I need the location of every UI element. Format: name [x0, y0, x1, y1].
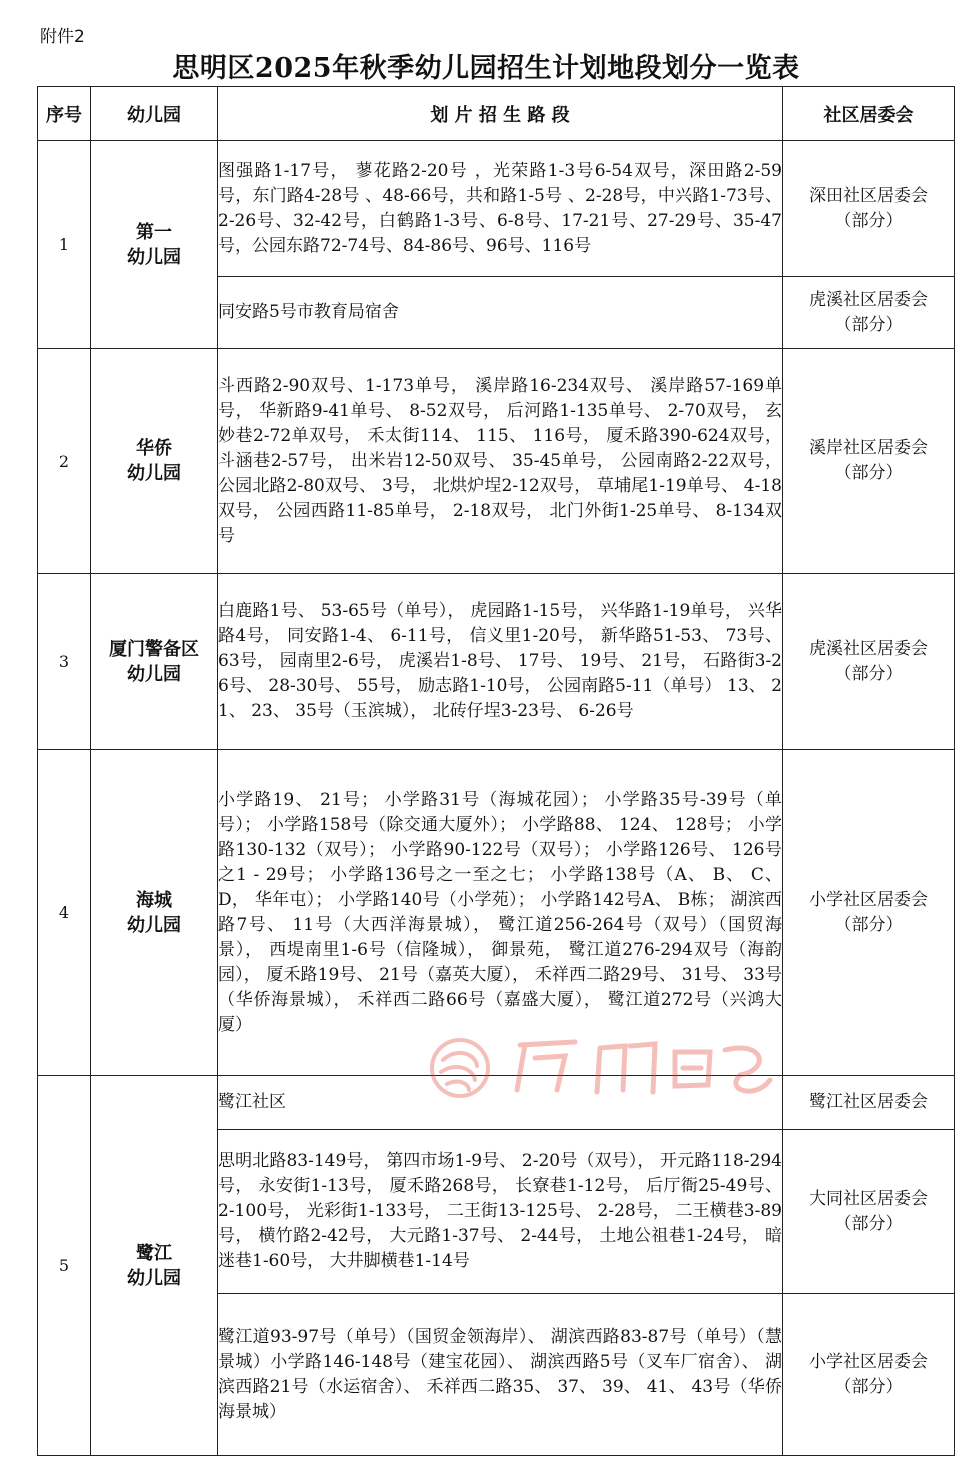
community-committee: [783, 349, 955, 574]
page-title: 思明区2025年秋季幼儿园招生计划地段划分一览表: [172, 53, 800, 84]
header-community: 社区居委会: [783, 87, 955, 141]
road-segments: 鹭江道93-97号（单号）（国贸金领海岸）、 湖滨西路83-87号（单号）（慧景城）小学路146-148号（建宝花园）、 湖滨西路5号（叉车厂宿舍）、 湖滨西路21号（水运宿舍）、 禾祥西二路35、 37、 39、 41、 43号（华侨海景城）: [218, 1294, 783, 1456]
community-name: 虎溪社区居委会: [809, 638, 928, 659]
community-note: （部分）: [834, 1376, 903, 1397]
road-segments: 白鹿路1号、 53-65号（单号）， 虎园路1-15号， 兴华路1-19单号， 兴华路4号， 同安路1-4、 6-11号， 信义里1-20号， 新华路51-53、 73号、 63号， 园南里2-6号， 虎溪岩1-8号、 17号、 19号、 21号， 石路街3-26号、 28-30号、 55号， 励志路1-10号， 公园南路5-11（单号） 13、 21、 23、 35号（玉滨城）， 北砖仔埕3-23号、 6-26号: [218, 574, 783, 750]
kindergarten-name: [91, 349, 218, 574]
header-kindergarten: 幼儿园: [91, 87, 218, 141]
kindergarten-name-line: 鹭江: [136, 1242, 172, 1264]
kindergarten-name: [91, 141, 218, 349]
community-committee: [783, 1076, 955, 1130]
kindergarten-name-line: 华侨: [136, 438, 172, 459]
table-row: [38, 141, 955, 277]
community-committee: [783, 750, 955, 1076]
community-note: （部分）: [834, 210, 903, 231]
row-seq: 1: [38, 141, 91, 349]
kindergarten-name-line: 幼儿园: [127, 663, 181, 685]
community-name: 小学社区居委会: [809, 889, 928, 910]
kindergarten-name-line: 幼儿园: [127, 463, 181, 484]
table-row: [38, 750, 955, 1076]
community-name: 鹭江社区居委会: [809, 1092, 928, 1112]
kindergarten-name: [91, 750, 218, 1076]
kindergarten-name: [91, 574, 218, 750]
row-seq: 4: [38, 750, 91, 1076]
header-row: [38, 87, 955, 141]
road-segments: 小学路19、 21号； 小学路31号（海城花园）； 小学路35号-39号（单号）； 小学路158号（除交通大厦外）； 小学路88、 124、 128号； 小学路130-132（双号）； 小学路90-122号（双号）； 小学路126号、 126号之1 - 29号； 小学路136号之一至之七； 小学路138号（A、 B、 C、 D， 华年屯）； 小学路140号（小学苑）； 小学路142号A、 B栋； 湖滨西路7号、 11号（大西洋海景城）， 鹭江道256-264号（双号）（国贸海景）， 西堤南里1-6号（信隆城）， 御景苑， 鹭江道276-294双号（海韵园）， 厦禾路19号、 21号（嘉英大厦）， 禾祥西二路29号、 31号、 33号（华侨海景城）， 禾祥西二路66号（嘉盛大厦）， 鹭江道272号（兴鸿大厦）: [218, 750, 783, 1076]
community-note: （部分）: [834, 463, 903, 483]
header-roads: 划 片 招 生 路 段: [218, 87, 783, 141]
road-segments: 思明北路83-149号， 第四市场1-9号、 2-20号（双号）， 开元路118-294号， 永安街1-13号， 厦禾路268号， 长寮巷1-12号， 后厅衙25-49号、 2-100号， 光彩街1-133号， 二王街13-125号、 2-28号， 二王横巷3-89号， 横竹路2-42号， 大元路1-37号、 2-44号， 土地公祖巷1-24号， 暗迷巷1-60号， 大井脚横巷1-14号: [218, 1130, 783, 1294]
road-segments: 鹭江社区: [218, 1076, 783, 1130]
attachment-label: 附件2: [40, 27, 85, 47]
kindergarten-name-line: 幼儿园: [127, 1267, 181, 1289]
kindergarten-name-line: 厦门警备区: [109, 638, 199, 660]
row-seq: 3: [38, 574, 91, 750]
table-row: [38, 1076, 955, 1130]
kindergarten-name-line: 幼儿园: [127, 246, 181, 268]
kindergarten-name-line: 海城: [136, 889, 172, 911]
road-segments: 图强路1-17号， 蓼花路2-20号 ，光荣路1-3号6-54双号，深田路2-59号，东门路4-28号 、48-66号，共和路1-5号 、2-28号，中兴路1-73号、2-26号、32-42号，白鹤路1-3号、6-8号、17-21号、27-29号、35-47号，公园东路72-74号、84-86号、96号、116号: [218, 141, 783, 277]
row-seq: 5: [38, 1076, 91, 1456]
kindergarten-name-line: 幼儿园: [127, 914, 181, 936]
community-note: （部分）: [834, 1213, 903, 1234]
community-name: 溪岸社区居委会: [809, 438, 928, 458]
community-name: 深田社区居委会: [809, 185, 928, 206]
kindergarten-name-line: 第一: [136, 221, 172, 243]
road-segments: 同安路5号市教育局宿舍: [218, 277, 783, 349]
table-row: [38, 349, 955, 574]
row-seq: 2: [38, 349, 91, 574]
community-name: 大同社区居委会: [809, 1188, 928, 1209]
community-note: （部分）: [834, 914, 903, 935]
community-committee: [783, 1130, 955, 1294]
table-row: [38, 574, 955, 750]
community-committee: [783, 1294, 955, 1456]
community-note: （部分）: [834, 663, 903, 684]
community-committee: [783, 141, 955, 277]
community-note: （部分）: [834, 314, 903, 335]
community-committee: [783, 277, 955, 349]
kindergarten-name: [91, 1076, 218, 1456]
header-seq: 序号: [38, 87, 91, 141]
community-name: 小学社区居委会: [809, 1351, 928, 1372]
road-segments: 斗西路2-90双号、1-173单号， 溪岸路16-234双号、 溪岸路57-169单号， 华新路9-41单号、 8-52双号， 后河路1-135单号、 2-70双号， 玄妙巷2-72单双号， 禾太街114、 115、 116号， 厦禾路390-624双号， 斗涵巷2-57号， 出米岩12-50双号、 35-45单号， 公园南路2-22双号， 公园北路2-80双号、 3号， 北烘炉埕2-12双号， 草埔尾1-19单号、 4-18双号， 公园西路11-85单号， 2-18双号， 北门外街1-25单号、 8-134双号: [218, 349, 783, 574]
enrollment-table: [37, 86, 955, 1456]
community-committee: [783, 574, 955, 750]
community-name: 虎溪社区居委会: [809, 289, 928, 310]
